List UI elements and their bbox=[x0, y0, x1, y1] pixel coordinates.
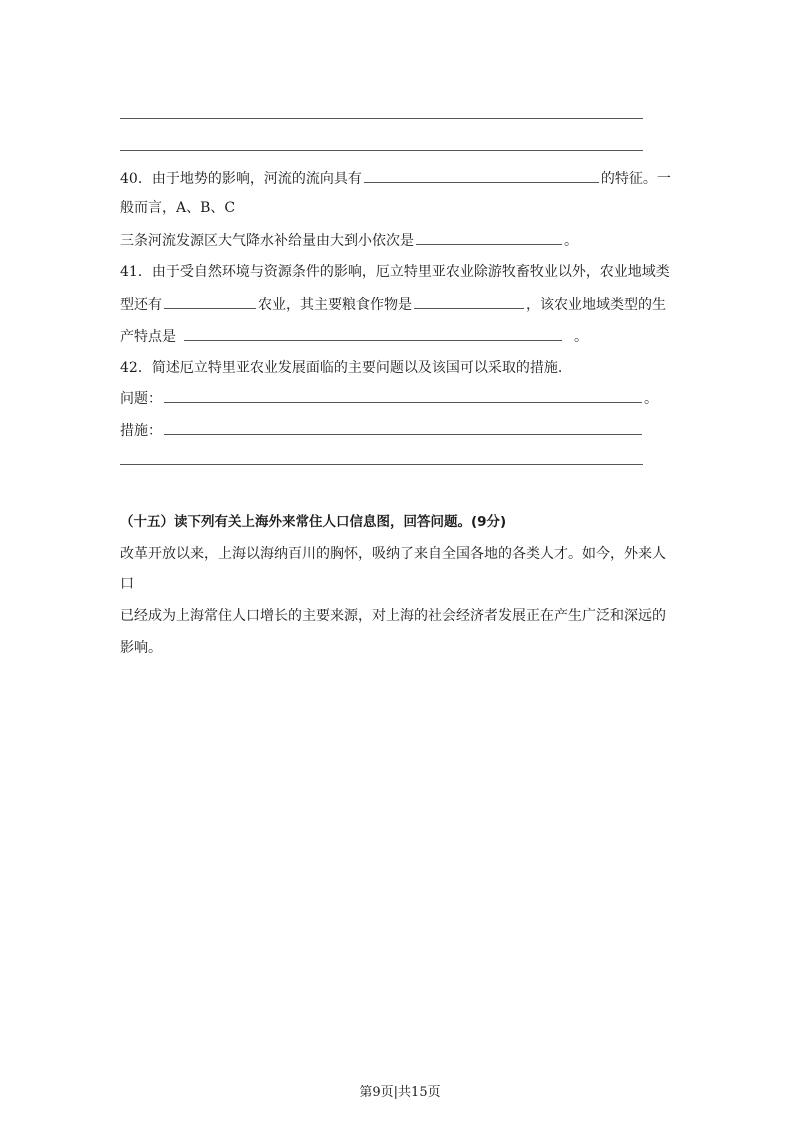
q41-text: 。 bbox=[574, 329, 588, 345]
section15-para-line: 改革开放以来，上海以海纳百川的胸怀，吸纳了来自全国各地的各类人才。如今，外来人 bbox=[120, 546, 666, 562]
section15-para-line: 已经成为上海常住人口增长的主要来源，对上海的社会经济者发展正在产生广泛和深远的 bbox=[120, 608, 666, 624]
q41-blank-main-crop[interactable] bbox=[414, 294, 524, 309]
q42-line1 bbox=[120, 358, 562, 378]
q42-text: 42．简述厄立特里亚农业发展面临的主要问题以及该国可以采取的措施. bbox=[120, 360, 563, 376]
q40-text: 。 bbox=[564, 233, 578, 249]
q40-line1 bbox=[120, 168, 671, 189]
q41-blank-agriculture-type[interactable] bbox=[164, 294, 256, 309]
answer-line[interactable] bbox=[120, 464, 643, 465]
answer-line[interactable] bbox=[120, 150, 643, 151]
q40-text: 的特征。一 bbox=[600, 171, 671, 187]
section15-para-line: 口 bbox=[120, 576, 134, 592]
q41-line1 bbox=[120, 262, 670, 282]
q41-blank-production-features[interactable] bbox=[184, 326, 562, 341]
q42-problem-label: 问题： bbox=[120, 391, 162, 407]
q40-line2 bbox=[120, 198, 235, 218]
q40-blank-flow-feature[interactable] bbox=[364, 168, 599, 183]
q42-blank-problem[interactable] bbox=[164, 388, 642, 403]
section15-heading: （十五）读下列有关上海外来常住人口信息图，回答问题。(9分) bbox=[120, 514, 507, 530]
q41-text: 型还有 bbox=[120, 297, 162, 313]
q40-text: 三条河流发源区大气降水补给量由大到小依次是 bbox=[120, 233, 414, 249]
q40-text: 般而言，A、B、C bbox=[120, 200, 236, 216]
q42-text: 。 bbox=[644, 391, 658, 407]
page-footer: 第9页|共15页 bbox=[359, 1085, 441, 1100]
answer-line[interactable] bbox=[120, 118, 643, 119]
q42-measure-line bbox=[120, 420, 644, 441]
q40-blank-precipitation-order[interactable] bbox=[416, 230, 562, 245]
q40-line3 bbox=[120, 230, 578, 251]
q41-text: 41．由于受自然环境与资源条件的影响，厄立特里亚农业除游牧畜牧业以外，农业地域类 bbox=[120, 264, 670, 280]
q40-text: 40．由于地势的影响，河流的流向具有 bbox=[120, 171, 362, 187]
q42-problem-line bbox=[120, 388, 658, 409]
q41-line2 bbox=[120, 294, 666, 315]
q41-line3 bbox=[120, 326, 588, 347]
q41-text: 产特点是 bbox=[120, 329, 176, 345]
q41-text: ，该农业地域类型的生 bbox=[526, 297, 666, 313]
q42-measure-label: 措施： bbox=[120, 423, 162, 439]
q41-text: 农业，其主要粮食作物是 bbox=[258, 297, 412, 313]
q42-blank-measure[interactable] bbox=[164, 420, 642, 435]
section15-para-line: 影响。 bbox=[120, 640, 162, 656]
